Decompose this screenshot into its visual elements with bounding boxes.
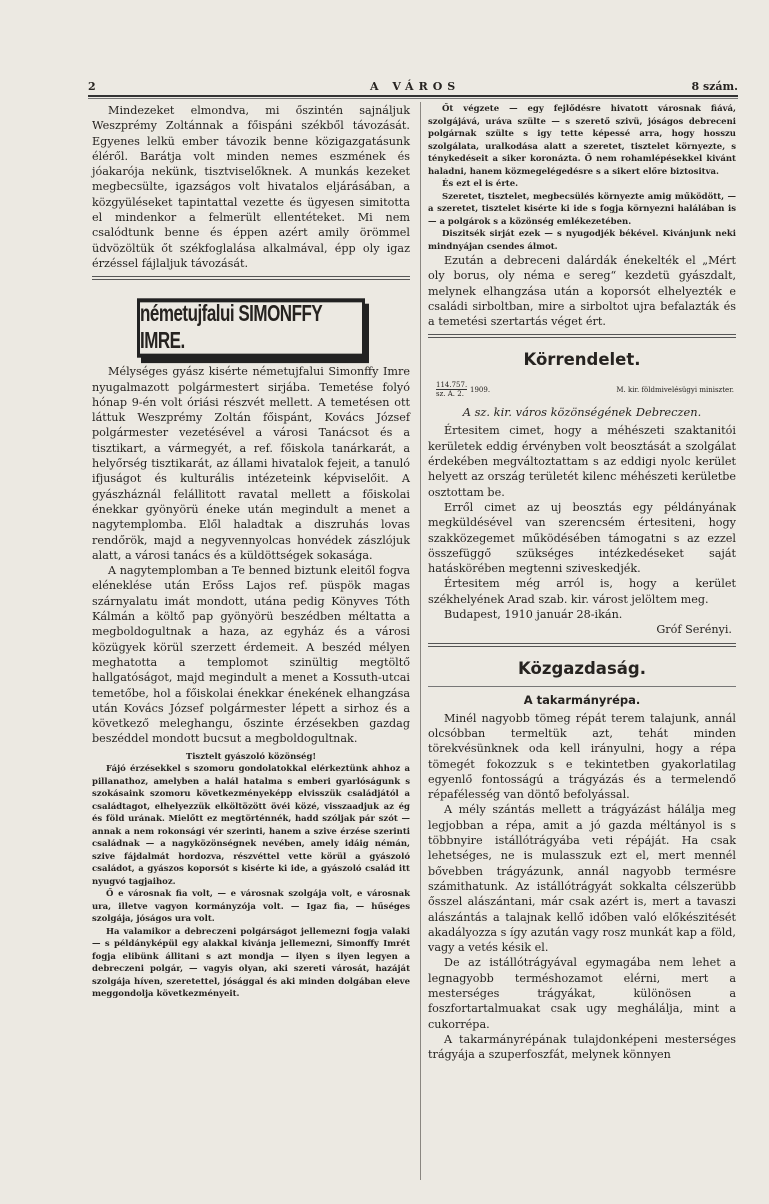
obituary-paragraph-1: Mélységes gyász kisérte németujfalui Simonffy Imre nyugalmazott polgármestert sirjába. Temetése folyó hónap 9-én volt óriási részvét mellett. A temetésen ott láttuk Weszprémy Zoltán főispánt, Kovács József polgármester vezetésével a városi Tanácsot és a tisztikart, a vármegyét, a ref. főiskola tanárkarát, a helyőrség tisztikarát, az állami hivatalok fejeit, a tanuló ifjuságot és kulturális intézeteink képviselőit. A gyászháznál felállitott ravatal mellett a főiskolai énekkar gyönyörü éneke után megindult a menet a nagytemplomba. Elől haladtak a diszruhás lovas rendőrök, majd a negyvennyolcas honvédek zászlójuk alatt, a városi tanács és a küldöttségek sokasága. [92,365,410,562]
funeral-speech [92,751,410,1001]
funeral-speech-continued [428,103,736,253]
intro-paragraph: Mindezeket elmondva, mi őszintén sajnáljuk Weszprémy Zoltánnak a főispáni székből távozását. Egyenes lelkü ember távozik benne közigazgatásunk éléről. Barátja volt minden nemes eszmének és jóakarója nekünk, tisztviselőknek. A munkás kezeket megbecsülte, igazságos volt hivatalos eljárásában, a közgyüléseket tapintattal vezette és ügyesen simitotta el mindenkor a felmerült ellentéteket. Mi nem csalódtunk benne és éppen azért amily örömmel üdvözöltük őt székfoglalása alkalmával, épp oly igaz érzéssel fájlaljuk távozását. [92,104,410,270]
section-divider [92,276,410,280]
title-rule [428,686,736,687]
speech-cont-paragraph-1: Őt végzete — egy fejlődésre hivatott városnak fiává, szolgájává, uráva szülte — s szerető szivü, jóságos debreceni polgárnak szülte s igy tette képessé arra, hogy hosszu szolgálata, uralkodása alatt a szeretet, tisztelet környezte, s ténykedéseit a siker koronázta. Ő nem rohamlépésekkel kivánt haladni, hanem közmegelégedésre s a sikert előre biztositva. [428,104,736,177]
left-column [92,103,410,1001]
decree-dateline: Budapest, 1910 január 28-ikán. [444,608,623,622]
obituary-name: németujfalui SIMONFFY IMRE. [140,301,322,354]
decree-ref-number: 114.757. [436,381,468,390]
speech-paragraph-2: Ő e városnak fia volt, — e városnak szolgája volt, e városnak ura, illetve vagyon kormányzója volt. — Igaz fia, — hűséges szolgája, jóságos ura volt. [92,889,410,925]
decree-title: Körrendelet. [523,350,641,370]
decree-paragraph-2: Erről cimet az uj beosztás egy példányának megküldésével van szerencsém értesiteni, hogy szakközegemet működésében támogatni s az ezzel összefüggő szükséges intézkedéseket saját hatáskörében megtenni sziveskedjék. [428,500,736,576]
decree-reference [428,377,736,401]
decree-signature: Gróf Serényi. [656,623,732,637]
economy-paragraph-2: A mély szántás mellett a trágyázást hálálja meg legjobban a répa, amit a jó gazda méltányol is s többnyire istállótrágyába veti répáját. Ha csak lehetséges, ne is mulasszuk ezt el, mert mennél bővebben trágyázunk, annál nagyobb termésre számithatunk. Az istállótrágyát sokkalta célszerübb ősszel alászántani, már csak azért is, mert a tavaszi alászántás a talajnak kellő időben való előkészitését akadályozza s így azután vagy rosz munkát kap a föld, vagy a vetés késik el. [428,803,736,955]
decree-addressee: A sz. kir. város közönségének Debreczen. [462,405,702,420]
obituary-paragraph-2: A nagytemplomban a Te benned biztunk eleitől fogva eléneklése után Erőss Lajos ref. püspök magas szárnyalatu imát mondott, utána pedig Könyves Tóth Kálmán a költő pap gyönyörü beszédben méltatta a megboldogultnak a haza, az egyház és a városi közügyek körül szerzett érdemeit. A beszéd mélyen meghatotta a templomot szinültig megtöltő hallgatóságot, majd megindult a menet a Kossuth-utcai temetőbe, hol a főiskolai énekkar énekének elhangzása után Kovács József polgármester lépett a sirhoz és a következő meleghangu, őszinte érzésekben gazdag beszéddel mondott bucsut a megboldogultnak. [92,564,410,746]
speech-salutation: Tisztelt gyászoló közönség! [185,751,317,762]
decree-ref-fraction [436,381,467,399]
economy-paragraph-3: De az istállótrágyával egymagába nem lehet a legnagyobb terméshozamot elérni, mert a mesterséges trágyákat, különösen a foszfortartalmuakat csak ugy meghálálja, mint a cukorrépa. [428,956,736,1031]
header-rule-thin [88,98,738,99]
speech-cont-paragraph-4: Diszitsék sirját ezek — s nyugodjék békével. Kivánjunk neki mindnyájan csendes álmot. [428,229,736,252]
masthead-title: A VÁROS [370,80,461,93]
issue-number: 8 szám. [691,80,738,93]
closing-paragraph: Ezután a debreceni dalárdák énekelték el „Mért oly borus, oly néma e sereg“ kezdetü gyászdalt, melynek elhangzása után a koporsót elhelyezték e családi sirboltban, mire a sirboltot ujra befalazták és a temetési szertartás véget ért. [428,254,736,329]
decree-ref-code: sz. A. 2. [436,390,464,399]
decree-ref-year: 1909. [470,386,491,395]
economy-title: Közgazdaság. [518,658,646,678]
section-divider [428,334,736,338]
section-divider [428,643,736,647]
economy-paragraph-1: Minél nagyobb tömeg répát terem talajunk, annál olcsóbban termeltük azt, tehát minden törekvésünknek oda kell irányulni, hogy a répa tömegét fokozzuk s e tekintetben gyakorlatilag egyenlő fontosságú a trágyázás és a termelendő répafélesség van döntő befolyással. [428,711,736,802]
economy-paragraph-4: A takarmányrépának tulajdonképeni mesterséges trágyája a szuperfoszfát, melynek könnyen [428,1032,736,1062]
decree-paragraph-1: Értesitem cimet, hogy a méhészeti szaktanitói kerületek eddig érvényben volt beosztását a szolgálat érdekében megváltoztattam s az eddigi nyolc kerület helyett az ország területét kilenc méhészeti kerületbe osztottam be. [428,424,736,499]
column-divider [420,102,421,1180]
header-rule [88,95,738,97]
speech-cont-paragraph-2: És ezt el is érte. [442,179,519,189]
page-number: 2 [88,80,96,93]
economy-subtitle: A takarmányrépa. [523,692,641,707]
speech-cont-paragraph-3: Szeretet, tisztelet, megbecsülés környezte amig működött, — a szeretet, tisztelet kisérte ki ide s fogja környezni halálában is — a polgárok s a közönség emlékezetében. [428,191,736,227]
speech-paragraph-3: Ha valamikor a debreczeni polgárságot jellemezni fogja valaki — s példányképül egy alakkal kivánja jellemezni, Simonffy Imrét fogja elibünk állitani s azt mondja — ilyen s ilyen legyen a debreczeni polgár, — vagyis olyan, aki szereti városát, hazáját szolgája híven, szeretettel, jósággal és aki minden dolgában eleve meggondolja következményeit. [92,926,410,1000]
decree-paragraph-3: Értesitem még arról is, hogy a kerület székhelyének Arad szab. kir. várost jelöltem meg. [428,577,736,606]
speech-paragraph-1: Fájó érzésekkel s szomoru gondolatokkal elérkeztünk ahhoz a pillanathoz, amelyben a halál hatalma s emberi gyarlóságunk s szokásaink szomoru következményeképp elvisszük családjától a családtagot, elhelyezzük elköltözött övéi közé, visszaadjuk az ég és föld urának. Mielőtt ez megtörténnék, hadd szóljak pár szót — annak a nem rokonsági vér szerinti, hanem a szive érzése szerinti családnak — a nagyközönségnek nevében, amely idáig némán, szive fájdalmát hordozva, részvéttel vette körül a gyászoló családot, a gyászos koporsót s kisérte ki ide, a gyászoló család itt nyugvó tagjaihoz. [92,764,410,887]
obituary-heading [137,299,365,358]
decree-ministry: M. kir. földmivelésügyi miniszter. [616,386,734,395]
page-header [88,78,738,96]
right-column [428,103,736,1062]
